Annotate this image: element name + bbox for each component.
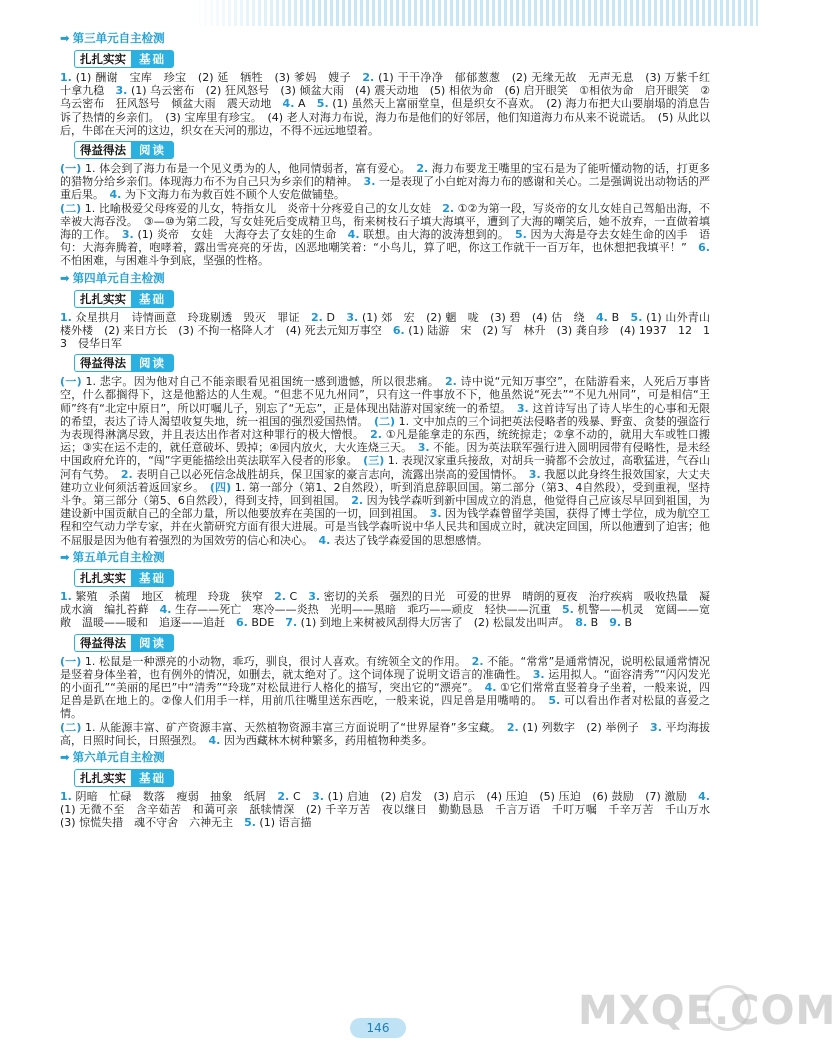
question-number: 4. <box>148 603 172 617</box>
section-badge <box>74 634 174 652</box>
watermark: MXQE.COM <box>578 988 836 1034</box>
section-badge-left: 扎扎实实 <box>74 50 131 68</box>
question-number: 4. <box>336 228 360 242</box>
question-number: 2. <box>263 589 286 603</box>
question-number: 4. <box>271 97 295 111</box>
question-number: (一) <box>60 375 82 389</box>
question-number: 4. <box>98 188 122 202</box>
answer-paragraph: (一) 1. 体会到了海力布是一个见义勇为的人，他同情弱者，富有爱心。 2. 海力布要龙王嘴里的宝石是为了能听懂动物的话，打更多的猎物分给乡亲们。体现海力布不为自己只为乡亲们的精神。 3. 一是表现了小白蛇对海力布的感谢和关心。二是强调说出动物话的严重后果。 4. 为下文海力布为救百姓不顾个人安危做铺垫。 <box>60 162 711 202</box>
unit-title <box>60 749 710 765</box>
arrow-icon: ➡ <box>60 749 70 764</box>
question-number: 5. <box>305 97 329 111</box>
answer-paragraph: 1. 繁殖 杀菌 地区 梳理 玲珑 狭窄 2. C 3. 密切的关系 强烈的日光 可爱的世界 晴朗的夏夜 治疗疾病 吸收热量 凝成水滴 编扎苔藓 4. 生存——死亡 寒冷——炎热 光明——黑暗 乖巧——顽皮 轻快——沉重 5. 机警——机灵 宽阔——宽敞 温暖——暖和 追逐——追赶 6. BDE 7. (1) 到地上来树被风刮得大厉害了 (2) 松鼠发出叫声。 8. B 9. B <box>60 589 710 630</box>
question-number: 1. <box>60 789 72 803</box>
page-number: 146 <box>350 1018 406 1038</box>
answer-page <box>60 28 721 830</box>
answer-paragraph: (一) 1. 松鼠是一种漂亮的小动物，乖巧，驯良，很讨人喜欢。有统领全文的作用。 2. 不能。“常常”是通常情况，说明松鼠通常情况是竖着身体坐着，也有例外的情况，如删去，就太绝对了。这个词体现了说明文语言的准确性。 3. 运用拟人。“面容清秀”“闪闪发光的小面孔”“美丽的尾巴”中“清秀”“玲珑”对松鼠进行人格化的描写，突出它的“漂亮”。 4. ①它们常常直竖着身子坐着，一般来说，四足兽是趴在地上的。②像人们用手一样，用前爪往嘴里送东西吃，一般来说，四足兽是用嘴啃的。 5. 可以看出作者对松鼠的喜爱之情。 <box>60 654 711 721</box>
question-number: (一) <box>60 654 82 668</box>
question-number: 3. <box>505 401 529 415</box>
question-number: 3. <box>110 228 134 242</box>
question-number: 6. <box>225 616 248 630</box>
question-number: 3. <box>352 175 376 189</box>
question-number: 8. <box>564 616 588 630</box>
question-number: 4. <box>473 680 497 694</box>
section-badge <box>74 769 174 787</box>
question-number: (三) <box>363 454 385 468</box>
section-badge-right: 阅读 <box>131 141 174 159</box>
unit-title-text: 第五单元自主检测 <box>72 549 165 564</box>
arrow-icon: ➡ <box>60 31 70 45</box>
question-number: 2. <box>431 201 455 215</box>
section-badge-right: 基础 <box>131 569 174 587</box>
arrow-icon: ➡ <box>60 549 70 564</box>
answer-paragraph: (二) 1. 从能源丰富、矿产资源丰富、天然植物资源丰富三方面说明了“世界屋脊”多宝藏。 2. (1) 列数字 (2) 举例子 3. 平均海拔高，日照时间长，日照强烈。 4. 因为西藏林木树种繁多，药用植物种类多。 <box>60 720 711 747</box>
question-number: (二) <box>60 201 82 215</box>
answer-paragraph: 1. (1) 酬谢 宝库 珍宝 (2) 延 牺牲 (3) 爹妈 嫂子 2. (1) 干干净净 郁郁葱葱 (2) 无缘无故 无声无息 (3) 万紫千红 十拿九稳 3. (1) 乌云密布 (2) 狂风怒号 (3) 倾盆大雨 (4) 震天动地 (5) 相依为命 (6) 启开眼笑 ①相依为命 启开眼笑 ②乌云密布 狂风怒号 倾盆大雨 震天动地 4. A 5. (1) 虽然天上富丽堂皇，但是织女不喜欢。 (2) 海力布把大山要崩塌的消息告诉了热情的乡亲们。 (3) 宝库里有珍宝。 (4) 老人对海力布说，海力布是他们的好邻居，他们知道海力布从来不说谎话。 (5) 从此以后，牛郎在天河的这边，织女在天河的那边，不得不远远地望着。 <box>60 71 721 137</box>
question-number: 3. <box>418 507 442 521</box>
question-number: 9. <box>598 616 622 630</box>
section-badge-right: 基础 <box>131 50 174 68</box>
question-number: 1. <box>60 589 72 603</box>
question-number: (二) <box>373 414 396 428</box>
unit-title-text: 第六单元自主检测 <box>72 749 165 764</box>
top-band-fade <box>0 0 320 26</box>
section-badge-left: 扎扎实实 <box>74 569 131 587</box>
question-number: (一) <box>60 162 82 176</box>
question-number: (四) <box>209 480 232 494</box>
section-badge-left: 扎扎实实 <box>74 769 131 787</box>
arrow-icon: ➡ <box>60 270 70 285</box>
question-number: 3. <box>517 467 541 481</box>
answer-paragraph: (一) 1. 悲字。因为他对自己不能亲眼看见祖国统一感到遗憾，所以很悲痛。 2. 诗中说“元知万事空”，在陆游看来，人死后万事皆空，什么都搁得下，这是他豁达的人生观。“但悲不见九州同”，只有这一件事放不下，他虽然说“死去”“不见九州同”，可是相信“王师”终有“北定中原日”，所以叮嘱儿子，别忘了“无忘”，正是体现出陆游对国家统一的希望。 3. 这首诗写出了诗人毕生的心事和无限的希望，表达了诗人渴望收复失地，统一祖国的强烈爱国热情。 (二) 1. 文中加点的三个词把英法侵略者的残暴、野蛮、贪婪的强盗行为表现得淋漓尽致，并且表达出作者对这种罪行的极大憎恨。 2. ①凡是能拿走的东西，统统掠走；②拿不动的，就用大车或牲口搬运；③实在运不走的，就任意破坏、毁掉；④园内放火，大火连烧三天。 3. 不能。因为英法联军强行进入圆明园带有侵略性，是未经中国政府允许的，“闯”字更能描绘出英法联军入侵者的形象。 (三) 1. 表现汉家重兵接敌，对胡兵一骑都不会放过，高歌猛进，气吞山河有气势。 2. 表明自己以必死信念战胜胡兵，保卫国家的豪言志向，流露出崇高的爱国情怀。 3. 我愿以此身终生报效国家，大丈夫建功立业何须活着返回家乡。 (四) 1. 第一部分（第1、2自然段），听到消息辞职回国。第二部分（第3、4自然段），受到重视，坚持斗争。第三部分（第5、6自然段），得到支持，回到祖国。 2. 因为钱学森听到新中国成立的消息，他觉得自己应该尽早回到祖国，为建设新中国贡献自己的全部力量，所以他要放弃在美国的一切，回到祖国。 3. 因为钱学森曾留学美国，获得了博士学位，成为航空工程和空气动力学专家，并在火箭研究方面有很大进展。可是当钱学森听说中华人民共和国成立时，就决定回国，所以他遭到了迫害；他不屈服是因为他有着强烈的为国效劳的信心和决心。 4. 表达了钱学森爱国的思想感情。 <box>60 375 711 547</box>
question-number: 3. <box>334 310 359 324</box>
section-badge-left: 得益得法 <box>74 141 131 159</box>
question-number: 2. <box>350 71 375 84</box>
question-number: 2. <box>109 467 133 481</box>
section-badge <box>74 354 174 372</box>
section-badge <box>74 50 174 68</box>
question-number: 1. <box>60 310 72 324</box>
section-badge-right: 基础 <box>131 769 174 787</box>
answer-paragraph: 1. 阴暗 忙碌 数落 瘦弱 抽象 纸屑 2. C 3. (1) 启迪 (2) 启发 (3) 启示 (4) 压迫 (5) 压迫 (6) 鼓励 (7) 激励 4. (1) 无微不至 含辛茹苦 和蔼可亲 舐犊情深 (2) 千辛万苦 夜以继日 勤勤恳恳 千言万语 千叮万嘱 千辛万苦 千山万水 (3) 惊慌失措 魂不守舍 六神无主 5. (1) 语言描 <box>60 789 721 830</box>
question-number: 2. <box>460 654 484 668</box>
question-number: 4. <box>307 533 331 547</box>
unit-title-text: 第三单元自主检测 <box>72 31 165 45</box>
question-number: 1. <box>60 71 72 84</box>
question-number: 3. <box>638 720 662 734</box>
question-number: 3. <box>406 441 430 455</box>
question-number: 7. <box>274 616 298 630</box>
question-number: 3. <box>104 84 128 98</box>
question-number: 4. <box>686 789 710 803</box>
answer-paragraph: (二) 1. 比喻极爱父母疼爱的儿女，特指女儿 炎帝十分疼爱自己的女儿女娃 2. ①②为第一段，写炎帝的女儿女娃自己驾船出海，不幸被大海吞没。 ③—⑩为第二段，写女娃死后变成精卫鸟，衔来树枝石子填大海填平，遭到了大海的嘲笑后，她不放弃，一直做着填海的工作。 3. (1) 炎帝 女娃 大海夺去了女娃的生命 4. 联想。由大海的波涛想到的。 5. 因为大海是夺去女娃生命的凶手 语句：大海奔腾着，咆哮着，露出雪亮亮的牙齿，凶恶地嘲笑着：“小鸟儿，算了吧，你这工作就干一百万年，也休想把我填平！” 6. 不怕困难，与困难斗争到底，坚强的性格。 <box>60 201 711 268</box>
section-badge <box>74 569 174 587</box>
question-number: 2. <box>266 789 290 803</box>
question-number: 3. <box>521 667 545 681</box>
question-number: 5. <box>537 694 561 708</box>
unit-title <box>60 549 710 565</box>
section-badge-left: 扎扎实实 <box>74 290 131 308</box>
question-number: 4. <box>584 310 608 324</box>
section-badge <box>74 141 174 159</box>
question-number: 6. <box>686 241 710 255</box>
section-badge-right: 基础 <box>131 290 174 308</box>
unit-title-text: 第四单元自主检测 <box>72 270 165 285</box>
question-number: 2. <box>299 310 323 324</box>
answer-paragraph: 1. 众星拱月 诗情画意 玲珑剔透 毁灭 罪证 2. D 3. (1) 郊 宏 (2) 魍 咙 (3) 碧 (4) 估 绕 4. B 5. (1) 山外青山楼外楼 (2) 来日方长 (3) 不拘一格降人才 (4) 死去元知万事空 6. (1) 陆游 宋 (2) 写 林升 (3) 龚自珍 (4) 1937 12 13 侵华日军 <box>60 310 711 351</box>
section-badge-left: 得益得法 <box>74 634 131 652</box>
question-number: 2. <box>405 162 429 176</box>
section-badge-right: 阅读 <box>131 634 174 652</box>
section-badge-left: 得益得法 <box>74 354 131 372</box>
unit-title <box>60 270 710 286</box>
section-badge-right: 阅读 <box>131 354 174 372</box>
section-badge <box>74 290 174 308</box>
unit-title <box>60 30 710 46</box>
question-number: 2. <box>495 720 519 734</box>
question-number: 2. <box>340 494 364 508</box>
question-number: 2. <box>358 428 382 442</box>
question-number: 3. <box>300 789 324 803</box>
question-number: 5. <box>503 228 527 242</box>
question-number: 3. <box>297 589 321 603</box>
question-number: 5. <box>550 603 574 617</box>
question-number: 5. <box>619 310 643 324</box>
question-number: 6. <box>381 323 405 337</box>
question-number: 2. <box>433 375 457 389</box>
question-number: 5. <box>233 816 256 830</box>
watermark-seal <box>705 985 751 1031</box>
question-number: (二) <box>60 720 82 734</box>
question-number: 4. <box>197 733 221 747</box>
